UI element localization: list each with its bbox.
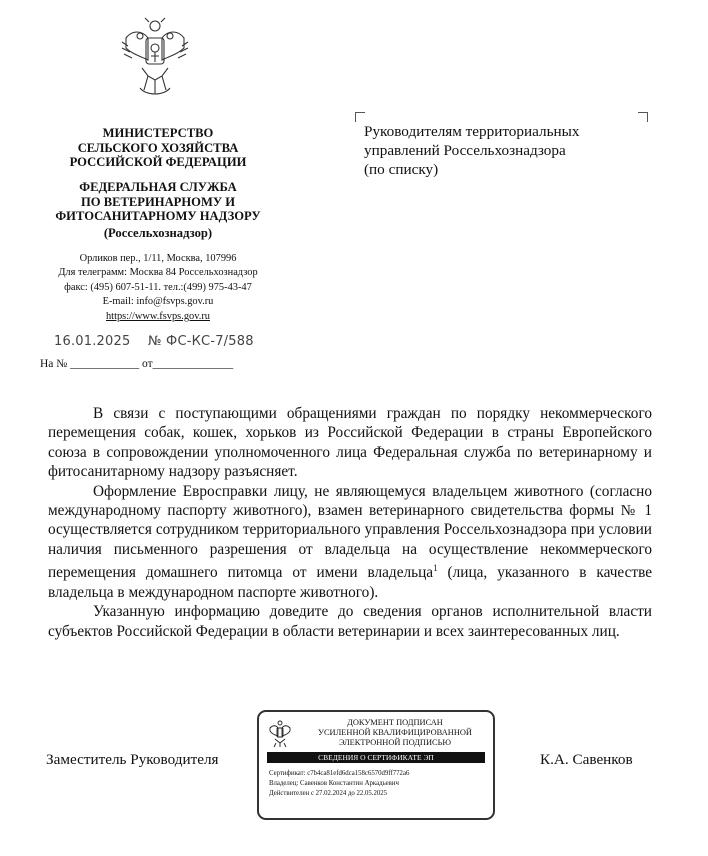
e-signature-stamp (257, 710, 495, 820)
postal-address: Орликов пер., 1/11, Москва, 107996 (79, 253, 237, 264)
stamp-certificate: Сертификат: c7b4ca81efd6dca158c6570d9ff772a6 (269, 770, 410, 777)
addressee-line: Руководителям территориальных (364, 123, 580, 140)
registration-date: 16.01.2025 (54, 334, 131, 349)
signatory-position: Заместитель Руководителя (46, 751, 219, 768)
telegram-address: Для телеграмм: Москва 84 Россельхознадзор (58, 267, 258, 279)
stamp-certificate-header: СВЕДЕНИЯ О СЕРТИФИКАТЕ ЭП (267, 752, 485, 763)
body-paragraph: Указанную информацию доведите до сведения органов исполнительной власти субъектов Российской Федерации в области ветеринарии и всех заинтересованных лиц. (48, 603, 652, 640)
stamp-details (269, 769, 485, 799)
stamp-emblem-icon (267, 719, 293, 749)
service-line: ФЕДЕРАЛЬНАЯ СЛУЖБА (79, 180, 237, 194)
ministry-line: РОССИЙСКОЙ ФЕДЕРАЦИИ (69, 155, 247, 169)
reference-line: На № ____________ от______________ (40, 358, 234, 370)
addressee-corner-top-right (638, 112, 648, 122)
stamp-title-line: УСИЛЕННОЙ КВАЛИФИЦИРОВАННОЙ (318, 728, 472, 737)
service-line: ПО ВЕТЕРИНАРНОМУ И (80, 194, 236, 209)
phone-numbers: факс: (495) 607-51-11. тел.:(499) 975-43-47 (64, 281, 252, 293)
stamp-title (305, 718, 485, 748)
addressee-corner-top-left (355, 112, 365, 122)
service-line: ФИТОСАНИТАРНОМУ НАДЗОРУ (55, 209, 261, 223)
body-paragraph: В связи с поступающими обращениями граждан по порядку некоммерческого перемещения собак, кошек, хорьков из Российской Федерации в страны Европейского союза в сопровождении уполномоченного лица Федеральная служба по ветеринарному и фитосанитарному надзору разъясняет. (48, 405, 652, 481)
addressee-line: (по списку) (364, 161, 439, 178)
coat-of-arms-emblem-icon (118, 16, 192, 100)
website-link[interactable]: https://www.fsvps.gov.ru (105, 310, 210, 322)
stamp-title-line: ДОКУМЕНТ ПОДПИСАН (347, 718, 443, 727)
addressee-line: управлений Россельхознадзора (364, 142, 566, 159)
stamp-title-line: ЭЛЕКТРОННОЙ ПОДПИСЬЮ (338, 738, 452, 747)
stamp-owner: Владелец: Савенков Константин Аркадьевич (269, 780, 399, 787)
service-name (40, 180, 276, 240)
paragraph-text: (лица, указанного в качестве владельца в международном паспорте животного). (48, 564, 653, 601)
email-address: E-mail: info@fsvps.gov.ru (102, 296, 214, 308)
paragraph-text: Оформление Евросправки лицу, не являющемуся владельцем животного (согласно международному паспорту животного), взамен ветеринарного свидетельства формы № 1 осуществляется сотрудником территориального управления Россельхознадзора при условии наличия письменного разрешения от владельца на осуществление некоммерческого перемещения домашнего питомца от имени владельца (48, 482, 652, 582)
ministry-line: СЕЛЬСКОГО ХОЗЯЙСТВА (77, 140, 239, 155)
ministry-line: МИНИСТЕРСТВО (102, 126, 214, 140)
address-block (36, 252, 280, 324)
stamp-validity: Действителен с 27.02.2024 до 22.05.2025 (269, 790, 388, 797)
letter-body (48, 404, 652, 641)
footnote-marker: 1 (433, 563, 438, 574)
registration-number: № ФС-КС-7/588 (148, 334, 254, 349)
body-paragraph (48, 482, 652, 603)
signatory-name: К.А. Савенков (540, 751, 633, 768)
service-short-name: (Россельхознадзор) (103, 225, 213, 240)
ministry-name (40, 126, 276, 170)
addressee-block (364, 122, 644, 179)
